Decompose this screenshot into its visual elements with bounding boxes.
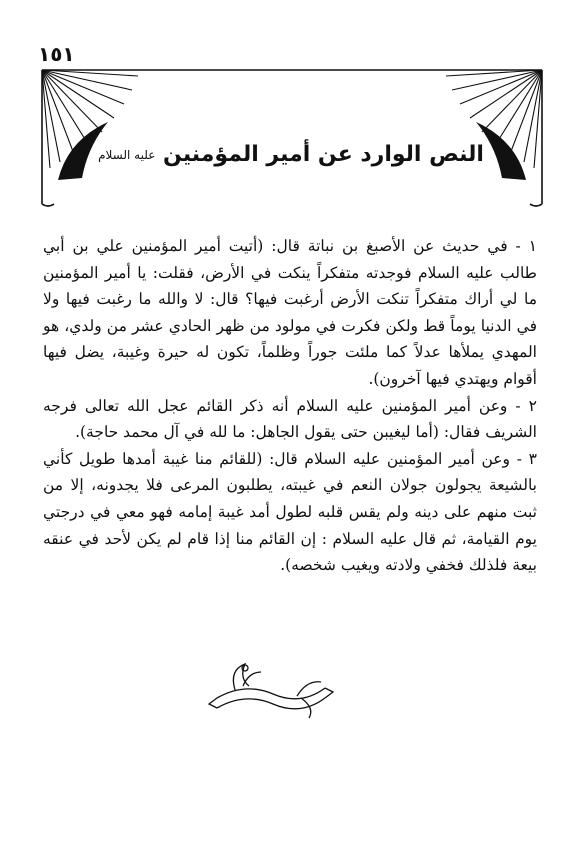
chapter-title-text: النص الوارد عن أمير المؤمنين — [163, 142, 484, 167]
honorific-mark: عليه السلام — [98, 148, 156, 162]
body-text — [43, 233, 537, 579]
paragraph-2: ٢ - وعن أمير المؤمنين عليه السلام أنه ذكر القائم عجل الله تعالى فرجه الشريف فقال: (أما ليغيبن حتى يقول الجاهل: ما لله في آل محمد حاجة). — [43, 396, 537, 442]
chapter-title — [60, 140, 522, 170]
paragraph-1: ١ - في حديث عن الأصبغ بن نباتة قال: (أتيت أمير المؤمنين علي بن أبي طالب عليه السلام فوجدته متفكراً ينكت في الأرض، فقلت: يا أمير المؤمنين ما لي أراك متفكراً تنكت الأرض أرغبت فيها؟ قال: لا والله ما رغبت فيها ولا في الدنيا يوماً قط ولكن فكرت في مولود من ظهر الحادي عشر من ولدي، هو المهدي يملأها عدلاً كما ملئت جوراً وظلماً، تكون له حيرة وغيبة، يضل فيها أقوام ويهتدي فيها آخرون). — [43, 237, 537, 388]
paragraph-3: ٣ - وعن أمير المؤمنين عليه السلام قال: (للقائم منا غيبة أمدها طويل كأني بالشيعة يجولون جولان النعم في غيبته، يطلبون المرعى فلا يجدونه، إلا من ثبت منهم على دينه ولم يقس قلبه لطول أمد غيبة إمامه فهو معي في درجتي يوم القيامة، ثم قال عليه السلام : إن القائم منا إذا قام لم يكن لأحد في عنقه بيعة فلذلك فخفي ولادته ويغيب شخصه). — [43, 449, 537, 575]
decorative-ribbon-ornament — [205, 658, 335, 722]
page-number: ١٥١ — [38, 42, 75, 66]
header-frame-ornament — [28, 62, 556, 212]
